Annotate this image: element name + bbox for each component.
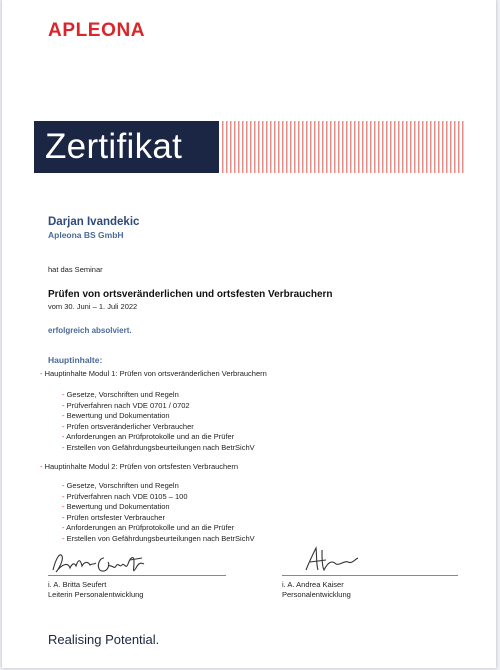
recipient-company: Apleona BS GmbH xyxy=(48,230,124,240)
certificate-banner xyxy=(34,121,219,173)
footer-slogan: Realising Potential. xyxy=(48,632,160,647)
list-item: - Anforderungen an Prüfprotokolle und an die Prüfer xyxy=(62,523,235,533)
decorative-stripes xyxy=(222,121,464,173)
signer-2-name: i. A. Andrea Kaiser xyxy=(282,580,344,589)
list-item: - Gesetze, Vorschriften und Regeln xyxy=(62,481,179,490)
seminar-dates: vom 30. Juni – 1. Juli 2022 xyxy=(48,302,138,311)
signature-line-1 xyxy=(48,575,226,576)
list-item: - Prüfverfahren nach VDE 0105 – 100 xyxy=(62,491,188,501)
recipient-name: Darjan Ivandekic xyxy=(48,216,140,228)
list-item: - Prüfen ortsveränderlicher Verbraucher xyxy=(62,421,194,431)
list-item: - Prüfen ortsfester Verbraucher xyxy=(62,512,165,522)
list-item: - Erstellen von Gefährdungsbeurteilungen nach BetrSichV xyxy=(62,533,255,543)
module-2-title: - Hauptinhalte Modul 2: Prüfen von ortsfesten Verbrauchern xyxy=(40,462,239,471)
list-item: - Bewertung und Dokumentation xyxy=(62,502,170,512)
signer-1-role: Leiterin Personalentwicklung xyxy=(48,590,144,599)
list-item: - Prüfverfahren nach VDE 0701 / 0702 xyxy=(62,400,190,410)
signature-line-2 xyxy=(282,575,458,576)
signature-britta-seufert xyxy=(50,548,150,578)
dash-bullet: - xyxy=(40,369,45,378)
seminar-intro: hat das Seminar xyxy=(48,265,103,274)
list-item: - Bewertung und Dokumentation xyxy=(62,411,170,421)
contents-heading: Hauptinhalte: xyxy=(48,355,103,365)
certificate-page xyxy=(2,0,496,668)
certificate-title: Zertifikat xyxy=(45,127,183,166)
signer-2-role: Personalentwicklung xyxy=(282,590,351,599)
apleona-logo: APLEONA xyxy=(48,20,146,41)
list-item: - Gesetze, Vorschriften und Regeln xyxy=(62,390,179,399)
module-2-items xyxy=(62,481,255,545)
signature-andrea-kaiser xyxy=(302,544,362,576)
module-1-items xyxy=(62,390,255,454)
module-1-title: - Hauptinhalte Modul 1: Prüfen von ortsveränderlichen Verbrauchern xyxy=(40,369,267,378)
signer-1-name: i. A. Britta Seufert xyxy=(48,580,107,589)
list-item: - Erstellen von Gefährdungsbeurteilungen nach BetrSichV xyxy=(62,442,255,452)
dash-bullet: - xyxy=(40,462,45,471)
list-item: - Anforderungen an Prüfprotokolle und an die Prüfer xyxy=(62,432,235,442)
seminar-title: Prüfen von ortsveränderlichen und ortsfesten Verbrauchern xyxy=(48,289,333,300)
completion-status: erfolgreich absolviert. xyxy=(48,326,132,335)
